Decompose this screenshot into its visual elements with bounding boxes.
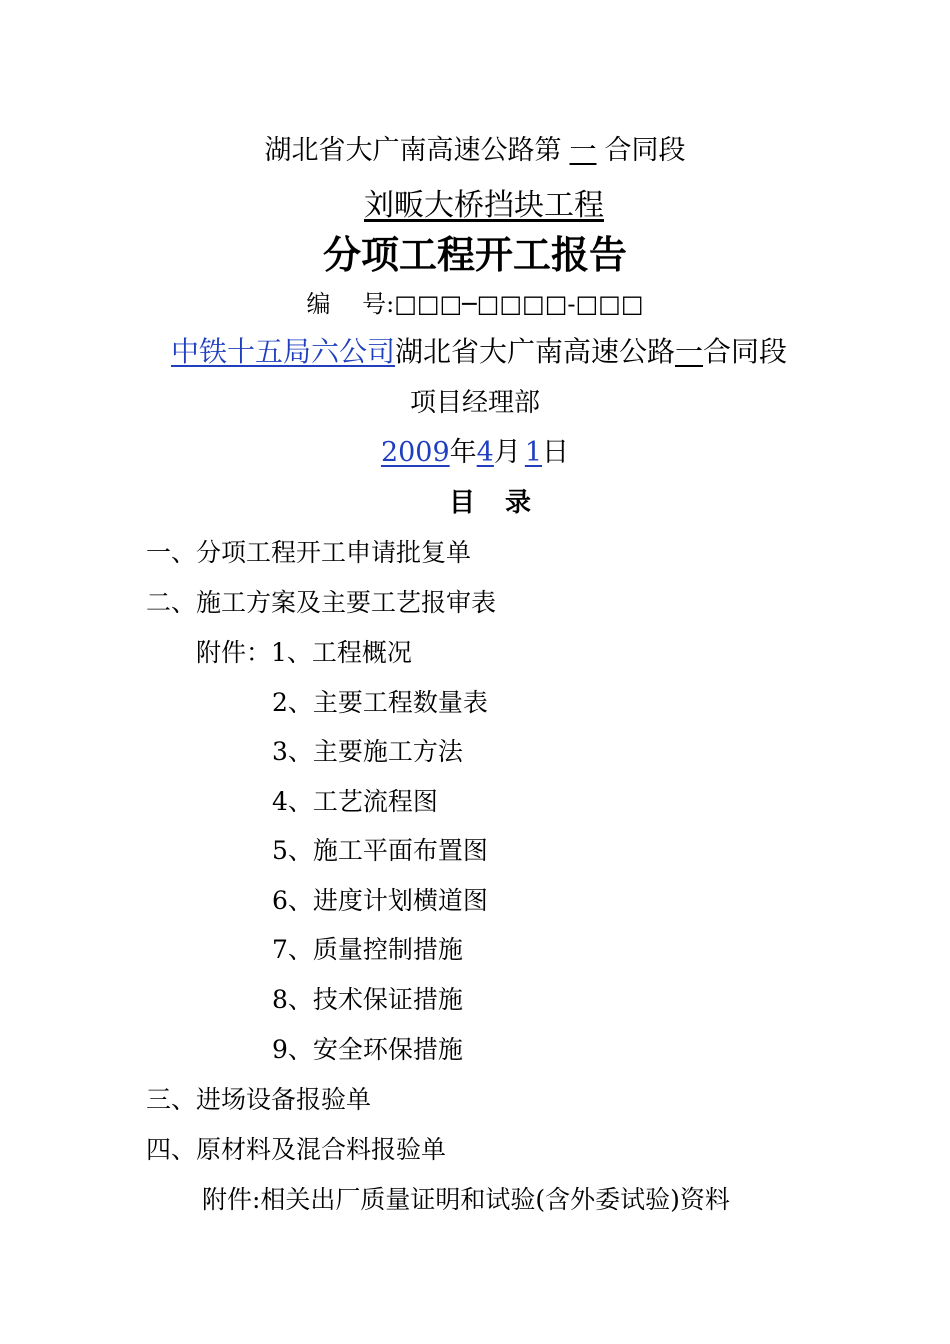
date-day[interactable]: 1 [524,437,543,468]
date-day-unit: 日 [542,437,570,468]
toc-item: 四、原材料及混合料报验单 [146,1135,447,1164]
company-link[interactable]: 中铁十五局六公司 [170,335,395,368]
report-title: 分项工程开工报告 [322,232,627,277]
toc-item: 7、质量控制措施 [272,935,463,964]
toc-item: 8、技术保证措施 [272,985,463,1014]
date-year-unit: 年 [449,437,477,468]
company-segment: 一 [675,335,704,368]
toc-item: 附件：1、工程概况 [196,638,412,667]
toc-item: 2、主要工程数量表 [272,688,488,717]
contract-suffix: 合同段 [604,135,686,166]
toc-item: 6、进度计划横道图 [272,886,488,915]
date-year[interactable]: 2009 [380,437,450,468]
report-date [0,430,950,469]
toc-item: 一、分项工程开工申请批复单 [146,538,472,567]
toc-title: 目录 [448,488,561,518]
contract-segment: 一 [569,135,597,166]
number-label: 编 号: [306,290,395,318]
toc-item: 4、工艺流程图 [272,787,438,816]
contract-prefix: 湖北省大广南高速公路第 [264,135,562,166]
toc-item: 3、主要施工方法 [272,737,463,766]
toc-item: 5、施工平面布置图 [272,836,488,865]
date-month-unit: 月 [493,437,521,468]
toc-item: 二、施工方案及主要工艺报审表 [146,588,497,617]
contract-section-line [0,128,950,167]
company-line [0,330,950,370]
document-number [0,284,950,319]
project-title [0,180,950,224]
date-month[interactable]: 4 [476,437,494,468]
company-suffix: 合同段 [703,335,788,368]
number-value: □□□─□□□□-□□□ [394,290,644,318]
toc-item: 附件:相关出厂质量证明和试验(含外委试验)资料 [202,1185,730,1214]
toc-item: 9、安全环保措施 [272,1035,463,1064]
department: 项目经理部 [409,388,540,418]
toc-item: 三、进场设备报验单 [146,1085,372,1114]
project-title-text: 刘畈大桥挡块工程 [364,188,604,223]
company-text: 湖北省大广南高速公路 [394,335,675,368]
